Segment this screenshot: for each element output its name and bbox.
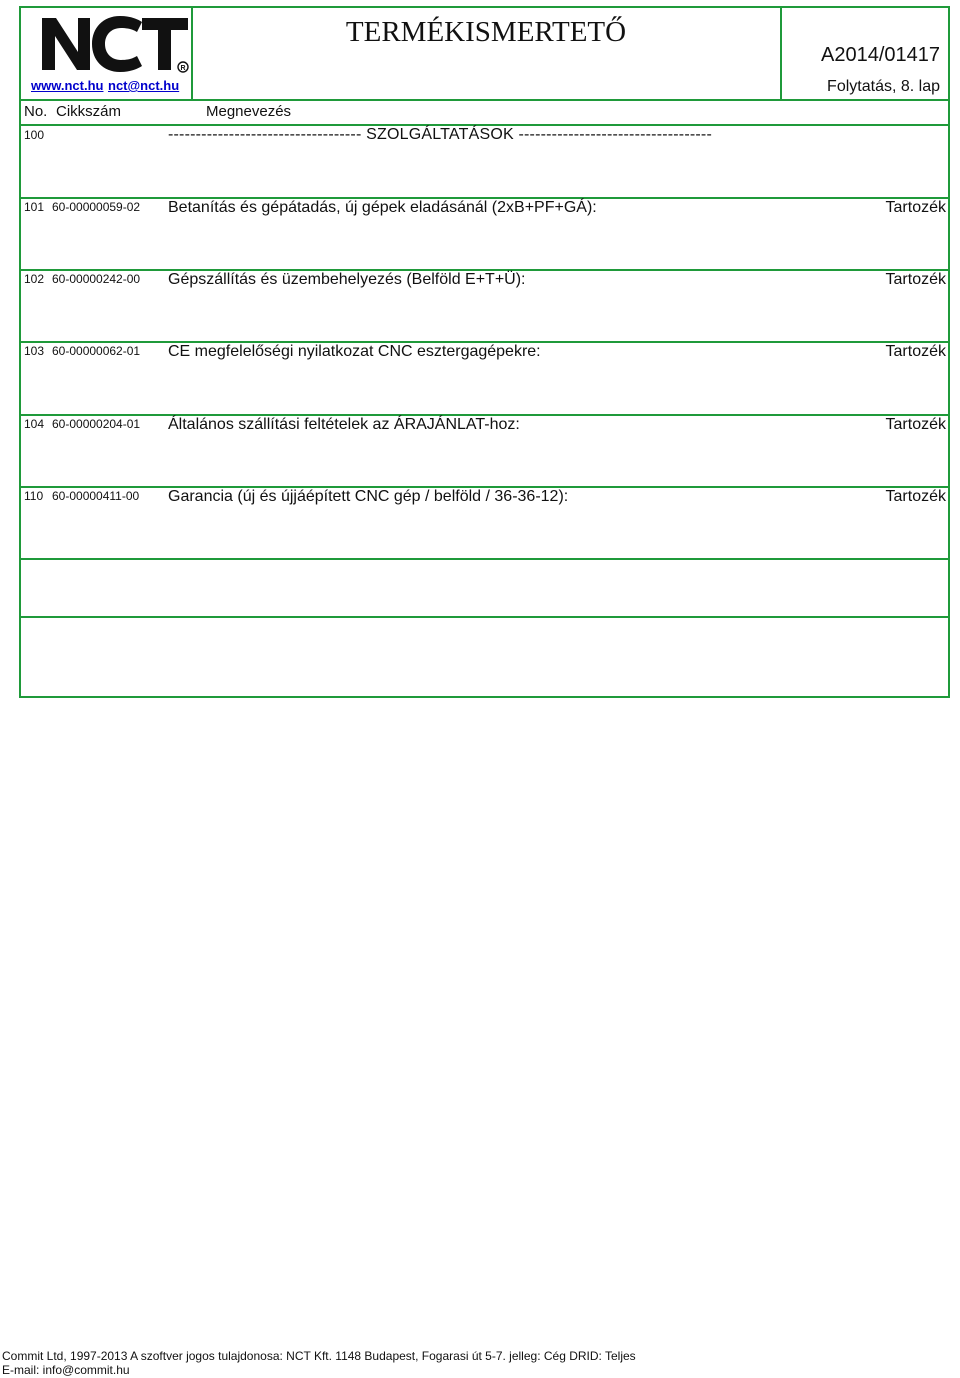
row-code: 60-00000411-00 [52, 489, 140, 503]
website-link[interactable]: www.nct.hu [31, 78, 104, 93]
svg-text:R: R [180, 65, 186, 72]
footer-copyright: Commit Ltd, 1997-2013 A szoftver jogos tulajdonosa: NCT Kft. 1148 Budapest, Fogarasi út 5-7. jelleg: Cég DRID: Teljes [2, 1349, 636, 1363]
section-title: ----------------------------------- SZOLGÁLTATÁSOK ----------------------------------- [168, 126, 712, 143]
row-name: Betanítás és gépátadás, új gépek eladásánál (2xB+PF+GÁ): [168, 199, 597, 216]
row-code: 60-00000242-00 [52, 272, 141, 286]
document-title: TERMÉKISMERTETŐ [345, 16, 627, 48]
header-divider-left [191, 6, 193, 100]
row-number: 110 [24, 489, 44, 503]
row-name: CE megfelelőségi nyilatkozat CNC esztergagépekre: [168, 343, 541, 360]
footer-email: E-mail: info@commit.hu [2, 1363, 130, 1377]
row-status: Tartozék [885, 343, 946, 360]
page-continuation: Folytatás, 8. lap [827, 78, 940, 95]
document-number: A2014/01417 [820, 44, 940, 66]
row-status: Tartozék [885, 488, 946, 505]
row-code: 60-00000062-01 [52, 344, 141, 358]
row-name: Általános szállítási feltételek az ÁRAJÁNLAT-hoz: [168, 416, 520, 433]
row-status: Tartozék [885, 416, 946, 433]
column-header-name: Megnevezés [206, 103, 292, 120]
column-header-no: No. [24, 103, 48, 120]
row-name: Garancia (új és újjáépített CNC gép / belföld / 36-36-12): [168, 488, 569, 505]
row-name: Gépszállítás és üzembehelyezés (Belföld E+T+Ü): [168, 271, 526, 288]
column-header-code: Cikkszám [56, 103, 122, 120]
row-rule [19, 558, 950, 560]
row-status: Tartozék [885, 271, 946, 288]
nct-logo [40, 12, 190, 74]
row-number: 104 [24, 417, 45, 431]
header-bottom-rule [19, 99, 950, 101]
row-number: 101 [24, 200, 45, 214]
row-number: 103 [24, 344, 45, 358]
row-status: Tartozék [885, 199, 946, 216]
row-number: 102 [24, 272, 45, 286]
email-link[interactable]: nct@nct.hu [108, 78, 180, 93]
row-rule [19, 616, 950, 618]
section-number: 100 [24, 128, 45, 142]
row-code: 60-00000059-02 [52, 200, 141, 214]
row-code: 60-00000204-01 [52, 417, 141, 431]
header-divider-right [780, 6, 782, 100]
